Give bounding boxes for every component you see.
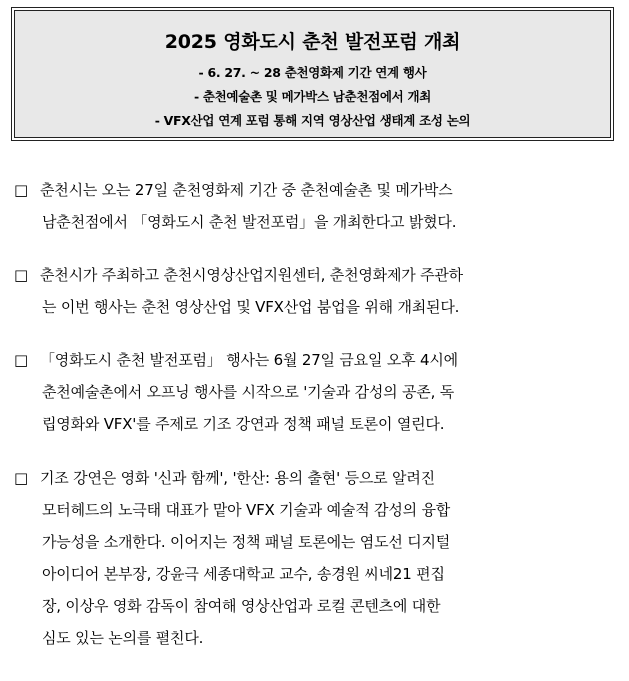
paragraph-line: 아이디어 본부장, 강윤극 세종대학교 교수, 송경원 씨네21 편집 [42, 565, 445, 583]
paragraph-line: 모터헤드의 노극태 대표가 맡아 VFX 기술과 예술적 감성의 융합 [42, 501, 451, 519]
checkbox-bullet-icon: □ [14, 266, 28, 284]
checkbox-bullet-icon: □ [14, 351, 28, 369]
paragraph-line: 심도 있는 논의를 펼친다. [42, 629, 204, 647]
subtitle-line-2: - 춘천예술촌 및 메가박스 남춘천점에서 개최 [193, 89, 432, 104]
paragraph-2 [14, 259, 590, 323]
paragraph-line: 춘천예술촌에서 오프닝 행사를 시작으로 '기술과 감성의 공존, 독 [42, 383, 455, 401]
subtitle-line-1: - 6. 27. ~ 28 춘천영화제 기간 연계 행사 [198, 65, 427, 80]
paragraph-1 [14, 174, 590, 238]
paragraph-line: □ 「영화도시 춘천 발전포럼」 행사는 6월 27일 금요일 오후 4시에 [14, 344, 590, 376]
paragraph-line: 는 이번 행사는 춘천 영상산업 및 VFX산업 붐업을 위해 개최된다. [42, 298, 460, 316]
paragraph-line: □ 기조 강연은 영화 '신과 함께', '한산: 용의 출현' 등으로 알려진 [14, 462, 590, 494]
page-title: 2025 영화도시 춘천 발전포럼 개최 [164, 31, 461, 53]
checkbox-bullet-icon: □ [14, 469, 28, 487]
subtitle-line-3: - VFX산업 연계 포럼 통해 지역 영상산업 생태계 조성 논의 [154, 113, 471, 128]
checkbox-bullet-icon: □ [14, 181, 28, 199]
paragraph-line: □ 춘천시는 오는 27일 춘천영화제 기간 중 춘천예술촌 및 메가박스 [14, 174, 590, 206]
paragraph-line: □ 춘천시가 주최하고 춘천시영상산업지원센터, 춘천영화제가 주관하 [14, 259, 590, 291]
paragraph-3 [14, 344, 590, 440]
paragraph-line: 립영화와 VFX'를 주제로 기조 강연과 정책 패널 토론이 열린다. [42, 415, 445, 433]
paragraph-line: 가능성을 소개한다. 이어지는 정책 패널 토론에는 염도선 디지털 [42, 533, 451, 551]
title-box [14, 10, 611, 138]
paragraph-line: 장, 이상우 영화 감독이 참여해 영상산업과 로컬 콘텐츠에 대한 [42, 597, 441, 615]
paragraph-4 [14, 462, 590, 654]
paragraph-line: 남춘천점에서 「영화도시 춘천 발전포럼」을 개최한다고 밝혔다. [42, 213, 457, 231]
